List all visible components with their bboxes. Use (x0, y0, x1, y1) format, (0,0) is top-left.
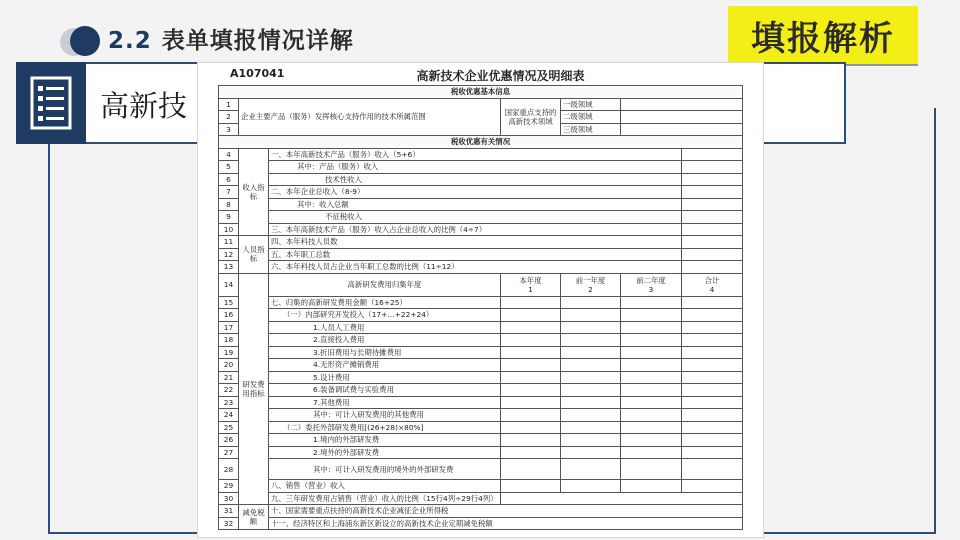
year-header (501, 273, 561, 296)
value-cell (561, 296, 621, 309)
row-number: 26 (219, 434, 239, 447)
row-label: 不征税收入 (269, 211, 682, 224)
row-number: 15 (219, 296, 239, 309)
value-cell (501, 459, 561, 480)
value-cell (501, 309, 561, 322)
row-label: 3.折旧费用与长期待摊费用 (269, 346, 501, 359)
row-label: 三、本年高新技术产品（服务）收入占企业总收入的比例（4÷7） (269, 223, 682, 236)
value-cell (682, 173, 743, 186)
form-image (197, 62, 764, 538)
value-cell (621, 421, 682, 434)
value-cell (561, 446, 621, 459)
year-header (561, 273, 621, 296)
value-cell (501, 446, 561, 459)
row-label: 高新研发费用归集年度 (269, 273, 501, 296)
table-row (219, 346, 743, 359)
list-document-icon (16, 62, 86, 144)
row-number: 31 (219, 505, 239, 518)
value-cell (682, 371, 743, 384)
table-row (219, 409, 743, 422)
table-row (219, 86, 743, 99)
group-staff: 人员指标 (239, 236, 269, 274)
caption-text: 高新技 (100, 89, 188, 123)
value-cell (682, 396, 743, 409)
row-number: 17 (219, 321, 239, 334)
value-cell (561, 384, 621, 397)
value-cell (621, 296, 682, 309)
value-cell (501, 396, 561, 409)
row-number: 20 (219, 359, 239, 372)
value-cell (621, 384, 682, 397)
value-cell (501, 409, 561, 422)
row-label: 4.无形资产摊销费用 (269, 359, 501, 372)
row-number: 25 (219, 421, 239, 434)
group-rd: 研发费用指标 (239, 273, 269, 505)
row-number: 29 (219, 480, 239, 493)
table-row (219, 334, 743, 347)
value-cell (621, 396, 682, 409)
row-number: 7 (219, 186, 239, 199)
row-number: 2 (219, 111, 239, 124)
table-row (219, 371, 743, 384)
row-number: 13 (219, 261, 239, 274)
row-number: 30 (219, 492, 239, 505)
row-label: 四、本年科技人员数 (269, 236, 682, 249)
value-cell (561, 396, 621, 409)
value-cell (501, 480, 561, 493)
table-row (219, 98, 743, 111)
row-number: 1 (219, 98, 239, 111)
value-cell (682, 186, 743, 199)
group-income: 收入指标 (239, 148, 269, 236)
table-row (219, 309, 743, 322)
table-row (219, 434, 743, 447)
table-row (219, 459, 743, 480)
year-header (621, 273, 682, 296)
row-number: 23 (219, 396, 239, 409)
row-label: 技术性收入 (269, 173, 682, 186)
row-label: 一、本年高新技术产品（服务）收入（5+6） (269, 148, 682, 161)
value-cell (682, 384, 743, 397)
row-label: 十、国家需要重点扶持的高新技术企业减征企业所得税 (269, 505, 743, 518)
table-row (219, 248, 743, 261)
value-cell (682, 248, 743, 261)
value-cell (682, 223, 743, 236)
tech-scope-label: 企业主要产品（服务）发挥核心支持作用的技术所属范围 (239, 98, 501, 136)
table-row (219, 173, 743, 186)
year-header-label: 本年度 (519, 275, 542, 285)
value-cell (561, 434, 621, 447)
table-row (219, 223, 743, 236)
value-cell (561, 371, 621, 384)
row-number: 19 (219, 346, 239, 359)
value-cell (561, 459, 621, 480)
value-cell (621, 446, 682, 459)
form-title: 高新技术企业优惠情况及明细表 (416, 69, 585, 83)
header-dots-icon (60, 24, 100, 56)
domain-level-label: 一级领域 (561, 98, 621, 111)
row-label: （一）内部研究开发投入（17+…+22+24） (269, 309, 501, 322)
value-cell (561, 409, 621, 422)
year-header-label: 前二年度 (636, 275, 666, 285)
value-cell (621, 334, 682, 347)
table-row (219, 136, 743, 149)
form-table-body (219, 86, 743, 530)
table-row (219, 505, 743, 518)
value-cell (621, 321, 682, 334)
row-number: 9 (219, 211, 239, 224)
row-label: 2.直接投入费用 (269, 334, 501, 347)
domain-level-value (621, 98, 743, 111)
table-row (219, 273, 743, 296)
domain-level-value (621, 123, 743, 136)
domain-level-value (621, 111, 743, 124)
row-number: 10 (219, 223, 239, 236)
row-label: 十一、经济特区和上海浦东新区新设立的高新技术企业定期减免税额 (269, 517, 743, 530)
row-number: 12 (219, 248, 239, 261)
row-label: 1.人员人工费用 (269, 321, 501, 334)
row-label: 五、本年职工总数 (269, 248, 682, 261)
table-row (219, 186, 743, 199)
value-cell (561, 359, 621, 372)
table-row (219, 517, 743, 530)
row-label: 二、本年企业总收入（8-9） (269, 186, 682, 199)
value-cell (501, 492, 743, 505)
table-row (219, 421, 743, 434)
row-label: 九、三年研发费用占销售（营业）收入的比例（15行4列÷29行4列） (269, 492, 501, 505)
value-cell (682, 236, 743, 249)
form-code: A107041 (230, 67, 285, 80)
row-label: 2.境外的外部研发费 (269, 446, 501, 459)
value-cell (682, 359, 743, 372)
row-number: 22 (219, 384, 239, 397)
domain-level-label: 二级领域 (561, 111, 621, 124)
section-title (108, 22, 354, 55)
row-number: 3 (219, 123, 239, 136)
analysis-badge: 填报解析 (728, 6, 918, 64)
value-cell (682, 409, 743, 422)
value-cell (682, 211, 743, 224)
value-cell (621, 309, 682, 322)
row-label: 6.装备调试费与实验费用 (269, 384, 501, 397)
value-cell (561, 480, 621, 493)
form-table (218, 85, 743, 530)
value-cell (501, 334, 561, 347)
value-cell (501, 321, 561, 334)
value-cell (682, 446, 743, 459)
value-cell (621, 434, 682, 447)
row-number: 24 (219, 409, 239, 422)
year-header-num: 1 (528, 284, 533, 294)
basic-info-header: 税收优惠基本信息 (219, 86, 743, 99)
year-header-num: 2 (588, 284, 593, 294)
row-label: 八、销售（营业）收入 (269, 480, 501, 493)
domain-level-label: 三级领域 (561, 123, 621, 136)
table-row (219, 211, 743, 224)
table-row (219, 446, 743, 459)
value-cell (501, 296, 561, 309)
table-row (219, 161, 743, 174)
value-cell (682, 148, 743, 161)
row-number: 6 (219, 173, 239, 186)
row-number: 28 (219, 459, 239, 480)
table-row (219, 148, 743, 161)
detail-header: 税收优惠有关情况 (219, 136, 743, 149)
value-cell (501, 384, 561, 397)
section-number: 2.2 (108, 28, 152, 54)
table-row (219, 359, 743, 372)
year-header-num: 4 (709, 284, 715, 294)
row-number: 14 (219, 273, 239, 296)
year-header-label: 合计 (704, 275, 720, 285)
value-cell (561, 334, 621, 347)
value-cell (682, 309, 743, 322)
table-row (219, 384, 743, 397)
table-row (219, 236, 743, 249)
row-number: 5 (219, 161, 239, 174)
value-cell (561, 321, 621, 334)
value-cell (682, 434, 743, 447)
value-cell (621, 480, 682, 493)
row-number: 16 (219, 309, 239, 322)
value-cell (501, 434, 561, 447)
row-label: 其中：可计入研发费用的其他费用 (269, 409, 501, 422)
value-cell (561, 309, 621, 322)
year-header-label: 前一年度 (575, 275, 606, 285)
value-cell (501, 346, 561, 359)
value-cell (682, 346, 743, 359)
value-cell (682, 321, 743, 334)
row-label: 其中：收入总额 (269, 198, 682, 211)
row-number: 21 (219, 371, 239, 384)
row-number: 4 (219, 148, 239, 161)
value-cell (682, 296, 743, 309)
value-cell (682, 198, 743, 211)
value-cell (682, 261, 743, 274)
value-cell (682, 480, 743, 493)
value-cell (501, 359, 561, 372)
year-header (682, 273, 743, 296)
row-number: 11 (219, 236, 239, 249)
row-label: 六、本年科技人员占企业当年职工总数的比例（11÷12） (269, 261, 682, 274)
row-number: 8 (219, 198, 239, 211)
table-row (219, 480, 743, 493)
value-cell (621, 459, 682, 480)
table-row (219, 396, 743, 409)
key-domain-label: 国家重点支持的高新技术领域 (501, 98, 561, 136)
row-label: 7.其他费用 (269, 396, 501, 409)
table-row (219, 321, 743, 334)
value-cell (621, 346, 682, 359)
row-number: 27 (219, 446, 239, 459)
row-label: 其中：产品（服务）收入 (269, 161, 682, 174)
value-cell (621, 409, 682, 422)
row-label: 其中：可计入研发费用的境外的外部研发费 (269, 459, 501, 480)
row-number: 32 (219, 517, 239, 530)
group-relief: 减免税额 (239, 505, 269, 530)
section-title-text: 表单填报情况详解 (161, 28, 354, 54)
table-row (219, 198, 743, 211)
table-row (219, 261, 743, 274)
value-cell (561, 346, 621, 359)
value-cell (621, 371, 682, 384)
row-label: 七、归集的高新研发费用金额（16+25） (269, 296, 501, 309)
value-cell (561, 421, 621, 434)
row-number: 18 (219, 334, 239, 347)
table-row (219, 296, 743, 309)
value-cell (682, 334, 743, 347)
value-cell (682, 459, 743, 480)
value-cell (501, 421, 561, 434)
value-cell (501, 371, 561, 384)
value-cell (621, 359, 682, 372)
row-label: 1.境内的外部研发费 (269, 434, 501, 447)
table-row (219, 492, 743, 505)
row-label: （二）委托外部研发费用[(26+28)×80%] (269, 421, 501, 434)
row-label: 5.设计费用 (269, 371, 501, 384)
value-cell (682, 161, 743, 174)
year-header-num: 3 (648, 284, 654, 294)
value-cell (682, 421, 743, 434)
